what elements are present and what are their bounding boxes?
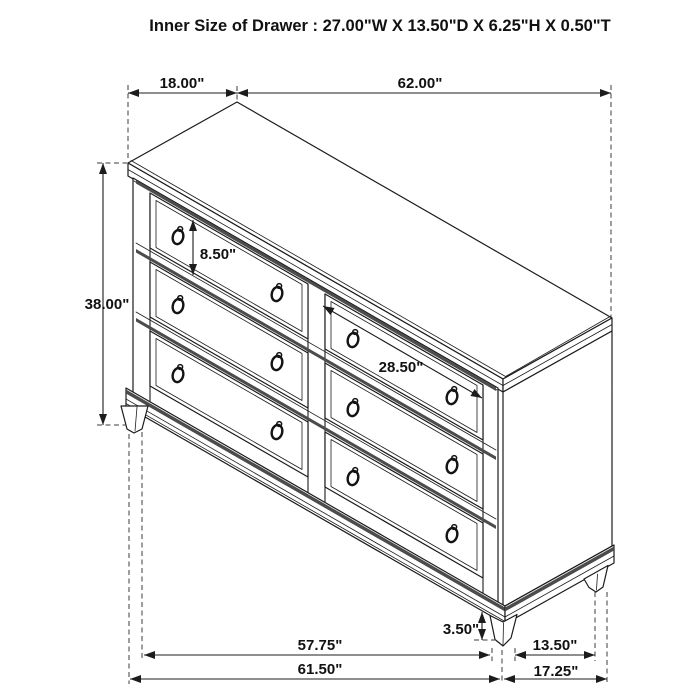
dimension-label: 57.75" (297, 637, 343, 654)
dimension-label: 3.50" (442, 621, 480, 638)
dimension-label: 62.00" (397, 75, 443, 92)
dimension-label: 61.50" (297, 661, 343, 678)
dimension-label: 8.50" (199, 246, 237, 263)
dimension-label: 38.00" (84, 296, 130, 313)
dimension-label: 13.50" (532, 637, 578, 654)
dimension-label: 18.00" (159, 75, 205, 92)
dimension-label: 17.25" (533, 663, 579, 680)
page-title: Inner Size of Drawer : 27.00"W X 13.50"D X 6.25"H X 0.50"T (149, 17, 611, 35)
dimension-label: 28.50" (378, 359, 424, 376)
